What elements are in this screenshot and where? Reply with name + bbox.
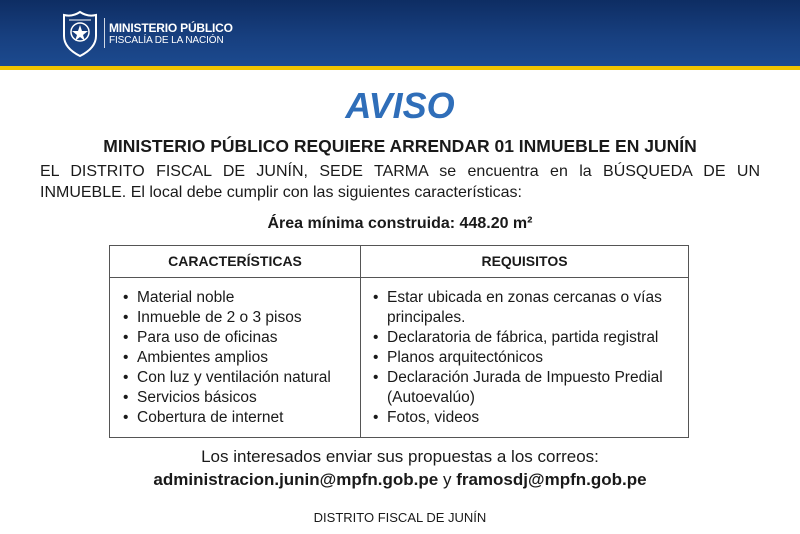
requisitos-list — [371, 288, 681, 428]
list-item: • Planos arquitectónicos — [371, 348, 681, 368]
list-item: • Para uso de oficinas — [121, 328, 357, 348]
logo-line2: FISCALÍA DE LA NACIÓN — [109, 35, 224, 46]
notice-subtitle: MINISTERIO PÚBLICO REQUIERE ARRENDAR 01 INMUEBLE EN JUNÍN — [103, 136, 697, 156]
list-item: • Declaratoria de fábrica, partida registral — [371, 328, 681, 348]
header-caracteristicas: CARACTERÍSTICAS — [168, 253, 302, 269]
list-item: • Inmueble de 2 o 3 pisos — [121, 308, 357, 328]
list-item: • Cobertura de internet — [121, 408, 357, 428]
logo-divider — [104, 18, 105, 48]
list-item: • Material noble — [121, 288, 357, 308]
list-item: • Fotos, videos — [371, 408, 681, 428]
email-connector: y — [442, 470, 452, 489]
contact-instructions: Los interesados enviar sus propuestas a los correos: — [201, 447, 599, 466]
list-item: • Con luz y ventilación natural — [121, 368, 357, 388]
header-requisitos: REQUISITOS — [481, 253, 568, 269]
caracteristicas-list — [121, 288, 357, 428]
coat-of-arms-icon — [60, 10, 100, 58]
list-item: • Estar ubicada en zonas cercanas o vías principales. — [371, 288, 681, 328]
minimum-area: Área mínima construida: 448.20 m² — [267, 215, 533, 232]
header-stripe — [0, 66, 800, 70]
list-item: • Declaración Jurada de Impuesto Predial (Autoevalúo) — [371, 368, 681, 408]
email-link-administracion[interactable]: administracion.junin@mpfn.gob.pe — [153, 470, 439, 489]
district-signature: DISTRITO FISCAL DE JUNÍN — [313, 510, 487, 525]
contact-emails — [0, 469, 800, 491]
list-item: • Servicios básicos — [121, 388, 357, 408]
list-item: • Ambientes amplios — [121, 348, 357, 368]
notice-intro: EL DISTRITO FISCAL DE JUNÍN, SEDE TARMA se encuentra en la BÚSQUEDA DE UN INMUEBLE. El local debe cumplir con las siguientes características: — [40, 163, 760, 201]
requirements-table — [109, 245, 689, 438]
logo-line1: MINISTERIO PÚBLICO — [109, 21, 233, 35]
email-link-framosdj[interactable]: framosdj@mpfn.gob.pe — [456, 470, 647, 489]
header-bar — [0, 0, 800, 66]
notice-title: AVISO — [345, 85, 455, 126]
table-header-divider — [110, 277, 688, 278]
